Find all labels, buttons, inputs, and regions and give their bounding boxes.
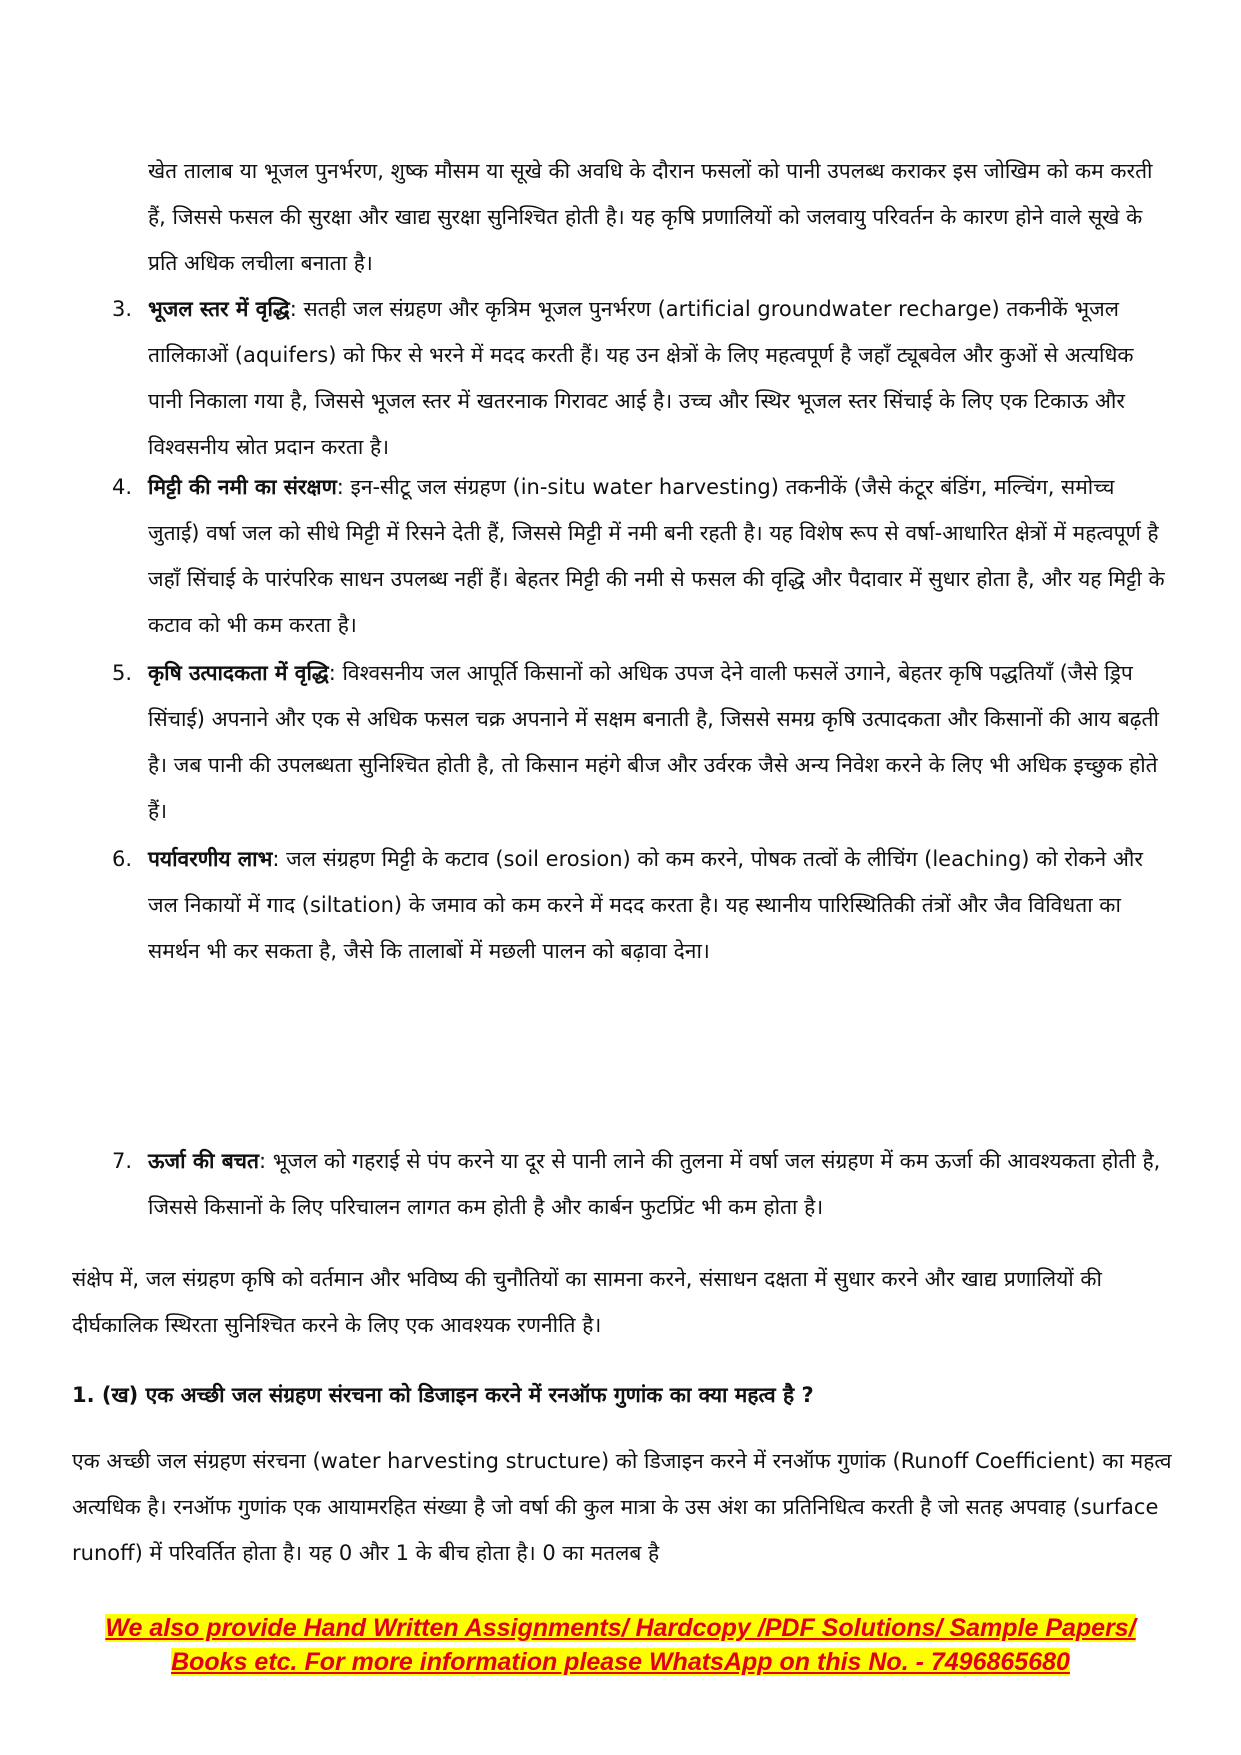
list-item-text: : विश्वसनीय जल आपूर्ति किसानों को अधिक उपज देने वाली फसलें उगाने, बेहतर कृषि पद्धतियाँ (जैसे ड्रिप सिंचाई) अपनाने और एक से अधिक फसल चक्र अपनाने में सक्षम बनाती है, जिससे समग्र कृषि उत्पादकता और किसानों की आय बढ़ती है। जब पानी की उपलब्धता सुनिश्चित होती है, तो किसान महंगे बीज और उर्वरक जैसे अन्य निवेश करने के लिए भी अधिक इच्छुक होते हैं। [148,661,1159,823]
list-item-title: पर्यावरणीय लाभ [148,847,273,871]
list-item-number: 3. [112,297,133,321]
list-item-title: भूजल स्तर में वृद्धि [148,297,290,321]
list-item-number: 7. [112,1149,133,1173]
promo-footer-line: Books etc. For more information please WhatsApp on this No. - 7496865680 [171,1648,1070,1676]
summary-paragraph: संक्षेप में, जल संग्रहण कृषि को वर्तमान और भविष्य की चुनौतियों का सामना करने, संसाधन दक्षता में सुधार करने और खाद्य प्रणालियों की दीर्घकालिक स्थिरता सुनिश्चित करने के लिए एक आवश्यक रणनीति है। [72,1267,1102,1337]
list-item [112,286,1168,470]
list-item-title: ऊर्जा की बचत [148,1149,259,1173]
list-item-number: 4. [112,475,133,499]
list-item [112,836,1168,974]
list-item-title: कृषि उत्पादकता में वृद्धि [148,661,329,685]
list-item-text: : भूजल को गहराई से पंप करने या दूर से पानी लाने की तुलना में वर्षा जल संग्रहण में कम ऊर्जा की आवश्यकता होती है, जिससे किसानों के लिए परिचालन लागत कम होती है और कार्बन फुटप्रिंट भी कम होता है। [148,1149,1161,1219]
intro-continuation: खेत तालाब या भूजल पुनर्भरण, शुष्क मौसम या सूखे की अवधि के दौरान फसलों को पानी उपलब्ध कराकर इस जोखिम को कम करती हैं, जिससे फसल की सुरक्षा और खाद्य सुरक्षा सुनिश्चित होती है। यह कृषि प्रणालियों को जलवायु परिवर्तन के कारण होने वाले सूखे के प्रति अधिक लचीला बनाता है। [148,159,1153,275]
list-item-title: मिट्टी की नमी का संरक्षण [148,475,337,499]
list-item-text: : जल संग्रहण मिट्टी के कटाव (soil erosion) को कम करने, पोषक तत्वों के लीचिंग (leaching) को रोकने और जल निकायों में गाद (siltation) के जमाव को कम करने में मदद करता है। यह स्थानीय पारिस्थितिकी तंत्रों और जैव विविधता का समर्थन भी कर सकता है, जैसे कि तालाबों में मछली पालन को बढ़ावा देना। [148,847,1143,963]
list-item [112,464,1168,648]
list-item-text: : इन-सीटू जल संग्रहण (in-situ water harvesting) तकनीकें (जैसे कंटूर बंडिंग, मल्चिंग, समोच्च जुताई) वर्षा जल को सीधे मिट्टी में रिसने देती हैं, जिससे मिट्टी में नमी बनी रहती है। यह विशेष रूप से वर्षा-आधारित क्षेत्रों में महत्वपूर्ण है जहाँ सिंचाई के पारंपरिक साधन उपलब्ध नहीं हैं। बेहतर मिट्टी की नमी से फसल की वृद्धि और पैदावार में सुधार होता है, और यह मिट्टी के कटाव को भी कम करता है। [148,475,1165,637]
list-item-text: : सतही जल संग्रहण और कृत्रिम भूजल पुनर्भरण (artificial groundwater recharge) तकनीकें भूजल तालिकाओं (aquifers) को फिर से भरने में मदद करती हैं। यह उन क्षेत्रों के लिए महत्वपूर्ण है जहाँ ट्यूबवेल और कुओं से अत्यधिक पानी निकाला गया है, जिससे भूजल स्तर में खतरनाक गिरावट आई है। उच्च और स्थिर भूजल स्तर सिंचाई के लिए एक टिकाऊ और विश्वसनीय स्रोत प्रदान करता है। [148,297,1134,459]
list-item-number: 6. [112,847,133,871]
question-heading: 1. (ख) एक अच्छी जल संग्रहण संरचना को डिजाइन करने में रनऑफ गुणांक का क्या महत्व है ? [72,1383,814,1407]
list-item [112,1138,1168,1230]
list-item-number: 5. [112,661,133,685]
answer-paragraph: एक अच्छी जल संग्रहण संरचना (water harvesting structure) को डिजाइन करने में रनऑफ गुणांक (Runoff Coefficient) का महत्व अत्यधिक है। रनऑफ गुणांक एक आयामरहित संख्या है जो वर्षा की कुल मात्रा के उस अंश का प्रतिनिधित्व करती है जो सतह अपवाह (surface runoff) में परिवर्तित होता है। यह 0 और 1 के बीच होता है। 0 का मतलब है [72,1449,1172,1565]
list-item [112,650,1168,834]
promo-footer-line: We also provide Hand Written Assignments/ Hardcopy /PDF Solutions/ Sample Papers/ [105,1614,1136,1642]
promo-footer [60,1611,1181,1679]
